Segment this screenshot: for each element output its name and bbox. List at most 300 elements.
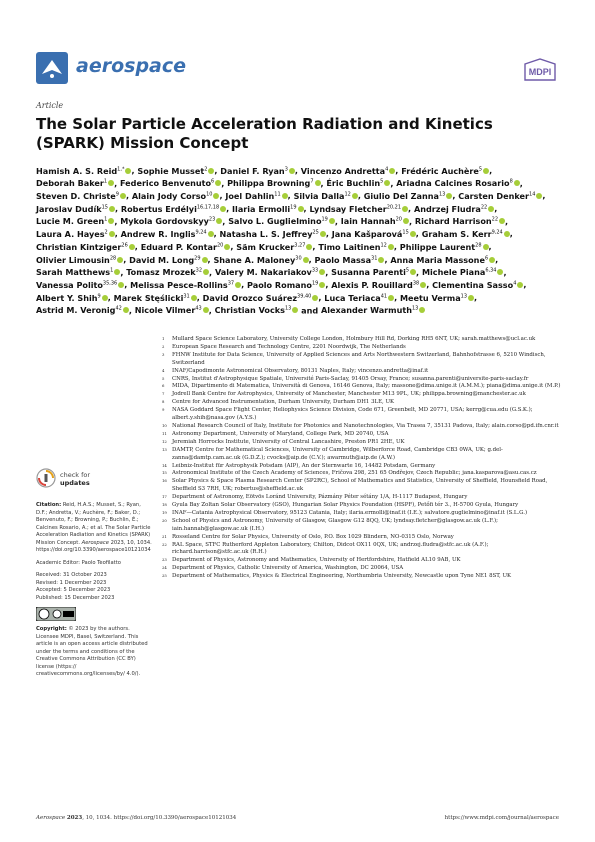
author-name xyxy=(227,178,320,188)
author-name-text: Luca Teriaca xyxy=(324,292,381,303)
author-name-text: Silvia Dalla xyxy=(293,191,345,202)
affiliation-text: Jodrell Bank Centre for Astrophysics, University of Manchester, Manchester M13 9PL, UK; philippa.browning@manchester.ac.uk xyxy=(172,391,526,398)
author-name xyxy=(309,204,408,214)
author-affiliation-number: 15 xyxy=(402,229,409,236)
author-name-text: Jana Kašparová xyxy=(331,229,403,240)
orcid-icon[interactable] xyxy=(224,244,230,250)
affiliation-number: 3 xyxy=(162,351,165,357)
author-affiliation-number: 22 xyxy=(480,204,488,211)
author-affiliation-number: 30 xyxy=(295,254,302,261)
orcid-icon[interactable] xyxy=(129,244,135,250)
affiliation-list xyxy=(162,336,562,581)
affiliation-text: RAL Space, STFC Rutherford Appleton Laboratory, Chilton, Didcot OX11 0QX, UK; andrzej.fludra@stfc.ac.uk (A.F.); richard.harrison@stfc.ac.uk (R.H.) xyxy=(172,541,489,556)
footer-journal: Aerospace xyxy=(36,815,66,821)
author-name xyxy=(321,305,425,315)
orcid-icon[interactable] xyxy=(202,257,208,263)
orcid-icon[interactable] xyxy=(191,295,197,301)
affiliation-text: Mullard Space Science Laboratory, University College London, Holmbury Hill Rd, Dorking RH5 6NT, UK; sarah.matthews@ucl.ac.uk xyxy=(172,336,536,342)
affiliation-item xyxy=(162,336,562,344)
affiliation-number: 19 xyxy=(162,509,167,515)
author-name-text: Eduard P. Kontar xyxy=(140,241,217,252)
affiliation-number: 10 xyxy=(162,422,167,428)
affiliation-item xyxy=(162,557,562,565)
author-name-text: Deborah Baker xyxy=(36,178,104,189)
affiliation-item xyxy=(162,502,562,510)
affiliation-item xyxy=(162,391,562,399)
author-affiliation-number: 3 xyxy=(284,166,288,172)
author-name xyxy=(332,229,416,239)
affiliation-number: 14 xyxy=(162,462,167,468)
author-name xyxy=(36,191,126,201)
author-name-text: Philippe Laurent xyxy=(399,241,476,252)
author-name xyxy=(294,191,358,201)
orcid-icon[interactable] xyxy=(410,269,416,275)
affiliation-number: 2 xyxy=(162,343,165,349)
affiliation-number: 1 xyxy=(162,336,165,341)
citation-details: 2023, 10, 1034. https://doi.org/10.3390/aerospace10121034 xyxy=(36,539,152,553)
orcid-icon[interactable] xyxy=(446,193,452,199)
author-name xyxy=(36,204,115,214)
article-title: The Solar Particle Acceleration Radiation and Kinetics (SPARK) Mission Concept xyxy=(36,115,493,152)
orcid-icon[interactable] xyxy=(315,180,321,186)
orcid-icon[interactable] xyxy=(389,168,395,174)
author-affiliation-number: 4 xyxy=(513,280,517,287)
journal-name: aerospace xyxy=(76,55,187,77)
affiliation-number: 6 xyxy=(162,383,165,389)
author-name xyxy=(324,293,394,303)
orcid-icon[interactable] xyxy=(108,218,114,224)
affiliation-number: 22 xyxy=(162,541,167,547)
author-affiliation-number: 14 xyxy=(529,191,536,198)
check-updates-text: check for updates xyxy=(60,471,91,487)
orcid-icon[interactable] xyxy=(312,295,318,301)
orcid-icon[interactable] xyxy=(352,193,358,199)
orcid-icon[interactable] xyxy=(215,180,221,186)
affiliation-text: FHNW Institute for Data Science, University of Applied Sciences and Arts Northwestern Switzerland, Bahnhofstrasse 6, 5210 Windisch, Switzerland xyxy=(172,351,546,366)
affiliation-item xyxy=(162,407,562,423)
affiliation-number: 9 xyxy=(162,407,165,413)
author-name-text: Federico Benvenuto xyxy=(119,178,212,189)
author-name xyxy=(203,293,319,303)
affiliation-text: Astronomical Institute of the Czech Academy of Sciences, Fričova 298, 251 65 Ondřejov, Czech Republic; jana.kasparova@asu.cas.cz xyxy=(172,470,537,477)
affiliation-item xyxy=(162,565,562,573)
orcid-icon[interactable] xyxy=(220,206,226,212)
author-name xyxy=(228,216,335,226)
author-name xyxy=(129,255,207,265)
orcid-icon[interactable] xyxy=(108,180,114,186)
orcid-icon[interactable] xyxy=(384,180,390,186)
article-type: Article xyxy=(36,101,64,110)
author-name xyxy=(458,191,542,201)
orcid-icon[interactable] xyxy=(420,282,426,288)
footer-citation xyxy=(36,815,236,821)
author-name xyxy=(135,305,209,315)
author-name-text: Graham S. Kerr xyxy=(421,229,492,240)
author-name xyxy=(213,255,308,265)
author-affiliation-number: 13 xyxy=(438,191,446,198)
author-affiliation-number: 1 xyxy=(110,267,114,274)
affiliation-text: Centre for Advanced Instrumentation, Durham University, Durham DH1 3LE, UK xyxy=(172,399,395,406)
orcid-icon[interactable] xyxy=(118,282,124,288)
author-name xyxy=(400,242,489,252)
author-name-text: Steven D. Christe xyxy=(36,191,116,202)
author-name-text: Christian Vocks xyxy=(214,305,285,316)
author-affiliation-number: 43 xyxy=(195,305,202,312)
author-name-text: Vincenzo Andretta xyxy=(300,165,386,176)
author-name-text: Christian Kintziger xyxy=(36,241,122,252)
orcid-icon[interactable] xyxy=(216,218,222,224)
author-name xyxy=(121,204,226,214)
affiliation-text: Jeremiah Horrocks Institute, University of Central Lancashire, Preston PR1 2HE, UK xyxy=(172,438,405,445)
affiliation-text: Gyula Bay Zoltan Solar Observatory (GSO), Hungarian Solar Physics Foundation (HSPF), Petőfi tér 3., H-5700 Gyula, Hungary xyxy=(172,502,519,509)
citation-text: Reid, H.A.S.; Musset, S.; Ryan, D.F.; Andretta, V.; Auchère, F.; Baker, D.; Benvenuto, F.; Browning, P.; Buchlin, É.; Calcines Rosario, A.; et al. The Solar Particle Acceleration Radiation and Kinetics (SPARK) Mission Concept. xyxy=(36,502,151,546)
author-name xyxy=(36,178,114,188)
affiliation-text: Department of Astronomy, Eötvös Loránd University, Pázmány Péter sétány 1/A, H-1117 Budapest, Hungary xyxy=(172,494,468,501)
author-name xyxy=(114,293,197,303)
orcid-icon[interactable] xyxy=(109,231,115,237)
author-name-text: Timo Laitinen xyxy=(318,241,381,252)
affiliation-text: National Research Council of Italy, Institute for Photonics and Nanotechnologies, Via Trasea 7, 35131 Padova, Italy; alain.corso@pd.ifn.cnr.it xyxy=(172,422,559,429)
footer-year: 2023 xyxy=(66,815,83,821)
orcid-icon[interactable] xyxy=(208,168,214,174)
author-affiliation-number: 5 xyxy=(405,267,410,274)
author-name-text: Susanna Parenti xyxy=(331,267,406,278)
author-name xyxy=(414,204,494,214)
check-updates-icon xyxy=(36,468,56,488)
footer-details: , 10, 1034. https://doi.org/10.3390/aerospace10121034 xyxy=(82,815,237,821)
author-name-text: Joel Dahlin xyxy=(225,191,275,202)
affiliation-item xyxy=(162,447,562,463)
orcid-icon[interactable] xyxy=(306,244,312,250)
affiliation-number: 17 xyxy=(162,494,167,500)
orcid-icon[interactable] xyxy=(123,307,129,313)
affiliation-item xyxy=(162,478,562,494)
author-name-text: Melissa Pesce-Rollins xyxy=(130,279,228,290)
orcid-icon[interactable] xyxy=(378,257,384,263)
orcid-icon[interactable] xyxy=(388,244,394,250)
author-affiliation-number: 2 xyxy=(204,166,208,172)
author-name xyxy=(36,293,108,303)
aerospace-logo-icon xyxy=(36,52,68,84)
author-affiliation-number: 33 xyxy=(311,267,319,274)
affiliation-number: 24 xyxy=(162,565,167,571)
affiliation-number: 20 xyxy=(162,517,167,523)
author-name-text: Daniel F. Ryan xyxy=(220,165,285,176)
orcid-icon[interactable] xyxy=(489,257,495,263)
author-name xyxy=(396,178,520,188)
orcid-icon[interactable] xyxy=(483,168,489,174)
author-affiliation-number: 9 xyxy=(115,191,119,198)
affiliation-number: 25 xyxy=(162,573,167,579)
orcid-icon[interactable] xyxy=(117,257,123,263)
cc-by-license-icon[interactable] xyxy=(36,607,76,621)
author-name xyxy=(215,267,325,277)
orcid-icon[interactable] xyxy=(292,307,298,313)
orcid-icon[interactable] xyxy=(536,193,542,199)
affiliation-item xyxy=(162,542,562,558)
affiliation-item xyxy=(162,352,562,368)
orcid-icon[interactable] xyxy=(499,218,505,224)
orcid-icon[interactable] xyxy=(320,231,326,237)
author-affiliation-number: 19 xyxy=(290,204,297,211)
author-affiliation-number: 35,36 xyxy=(102,280,118,287)
author-name-text: Shane A. Maloney xyxy=(213,254,296,265)
date-received: Received: 31 October 2023 xyxy=(36,572,107,578)
author-affiliation-number: 12 xyxy=(380,242,387,249)
author-name-text: Paolo Romano xyxy=(247,279,312,290)
author-name-text: Hamish A. S. Reid xyxy=(36,165,118,176)
author-name-text: Laura A. Hayes xyxy=(36,229,105,240)
author-name xyxy=(364,191,453,201)
orcid-icon[interactable] xyxy=(303,257,309,263)
author-name-text: Paolo Massa xyxy=(314,254,372,265)
author-name-text: Albert Y. Shih xyxy=(36,292,98,303)
copyright-label: Copyright: xyxy=(36,626,67,632)
author-affiliation-number: 6 xyxy=(211,178,215,185)
author-affiliation-number: 37 xyxy=(227,280,235,287)
orcid-icon[interactable] xyxy=(410,231,416,237)
author-affiliation-number: 6,34 xyxy=(485,267,497,274)
author-name-text: Natasha L. S. Jeffrey xyxy=(219,229,313,240)
affiliation-text: DAMTP, Centre for Mathematical Sciences, University of Cambridge, Wilberforce Road, Cambridge CB3 0WA, UK; g.del-zanna@damtp.cam.ac.uk (G.D.Z.); cvocks@aip.de (C.V.); awarmuth@aip.de (A.W.) xyxy=(172,446,503,461)
affiliation-number: 13 xyxy=(162,446,167,452)
author-name-text: Nicole Vilmer xyxy=(134,305,196,316)
orcid-icon[interactable] xyxy=(403,218,409,224)
author-affiliation-number: 1,* xyxy=(117,166,125,172)
orcid-icon[interactable] xyxy=(419,307,425,313)
journal-header xyxy=(36,52,559,90)
author-name xyxy=(36,280,124,290)
orcid-icon[interactable] xyxy=(483,244,489,250)
author-affiliation-number: 26 xyxy=(121,242,128,249)
affiliation-text: Department of Physics, Catholic University of America, Washington, DC 20064, USA xyxy=(172,565,404,572)
footer-journal-url[interactable]: https://www.mdpi.com/journal/aerospace xyxy=(444,815,559,821)
author-name-text: Lucie M. Green xyxy=(36,216,105,227)
author-affiliation-number: 1 xyxy=(104,216,108,223)
author-name xyxy=(415,216,505,226)
author-affiliation-number: 28 xyxy=(475,242,482,249)
affiliation-item xyxy=(162,399,562,407)
affiliation-text: Department of Physics, Astronomy and Mathematics, University of Hertfordshire, Hatfield AL10 9AB, UK xyxy=(172,557,461,564)
author-name xyxy=(225,191,287,201)
orcid-icon[interactable] xyxy=(402,206,408,212)
affiliation-text: Department of Mathematics, Physics & Electrical Engineering, Northumbria University, Newcastle upon Tyne NE1 8ST, UK xyxy=(172,573,512,580)
author-name xyxy=(36,242,135,252)
affiliation-number: 12 xyxy=(162,438,167,444)
orcid-icon[interactable] xyxy=(203,307,209,313)
author-name-text: Richard Harrison xyxy=(414,216,492,227)
citation-journal: Aerospace xyxy=(81,539,109,546)
author-affiliation-number: 20,21 xyxy=(386,204,402,211)
affiliation-text: MIDA, Dipartimento di Matematica, Università di Genova, 16146 Genova, Italy; massone@dima.unige.it (A.M.M.); piana@dima.unige.it (M.P.) xyxy=(172,383,561,390)
author-affiliation-number: 6 xyxy=(484,254,489,261)
orcid-icon[interactable] xyxy=(203,269,209,275)
affiliation-text: CNRS, Institut d'Astrophysique Spatiale, Université Paris-Saclay, 91405 Orsay, France; susanna.parenti@universite-paris-saclay.fr xyxy=(172,375,529,382)
author-name xyxy=(141,242,231,252)
author-name-text: Vanessa Polito xyxy=(36,279,103,290)
affiliation-number: 7 xyxy=(162,391,165,397)
author-name-text: Ariadna Calcines Rosario xyxy=(396,178,510,189)
author-affiliation-number: 29 xyxy=(194,254,201,261)
orcid-icon[interactable] xyxy=(208,231,214,237)
academic-editor: Academic Editor: Paolo Teofilatto xyxy=(36,559,121,566)
affiliation-number: 8 xyxy=(162,399,165,405)
affiliation-number: 18 xyxy=(162,502,167,508)
author-affiliation-number: 41 xyxy=(380,292,388,299)
author-affiliation-number: 16,17,18 xyxy=(196,204,220,211)
affiliation-number: 5 xyxy=(162,375,165,381)
author-name-text: Säm Krucker xyxy=(236,241,295,252)
author-name xyxy=(331,280,426,290)
orcid-icon[interactable] xyxy=(517,282,523,288)
author-name-text: Marek Stęślicki xyxy=(113,292,184,303)
orcid-icon[interactable] xyxy=(213,193,219,199)
author-affiliation-number: 15 xyxy=(101,204,108,211)
author-affiliation-number: 11 xyxy=(274,191,281,198)
author-name xyxy=(326,178,390,188)
mdpi-logo-icon[interactable] xyxy=(521,58,559,82)
affiliation-item xyxy=(162,431,562,439)
orcid-icon[interactable] xyxy=(114,269,120,275)
author-name-text: Iain Hannah xyxy=(340,216,396,227)
author-name-text: David Orozco Suárez xyxy=(202,292,298,303)
author-affiliation-number: 5 xyxy=(478,166,483,172)
affiliation-item xyxy=(162,368,562,376)
author-name-text: Anna Maria Massone xyxy=(390,254,485,265)
orcid-icon[interactable] xyxy=(514,180,520,186)
citation-label: Citation: xyxy=(36,502,62,508)
orcid-icon[interactable] xyxy=(468,295,474,301)
check-for-updates-badge[interactable] xyxy=(36,468,152,494)
orcid-icon[interactable] xyxy=(298,206,304,212)
author-name xyxy=(301,166,395,176)
author-affiliation-number: 20 xyxy=(216,242,224,249)
author-affiliation-number: 2 xyxy=(104,229,108,236)
author-name-text: Carsten Denker xyxy=(458,191,530,202)
author-name xyxy=(432,280,523,290)
author-name xyxy=(215,305,299,315)
affiliation-text: INAF/Capodimonte Astronomical Observatory, 80131 Naples, Italy; vincenzo.andretta@inaf.it xyxy=(172,367,429,374)
author-name xyxy=(422,267,504,277)
author-name-text: Frédéric Auchère xyxy=(401,165,479,176)
orcid-icon[interactable] xyxy=(497,269,503,275)
author-affiliation-number: 19 xyxy=(321,216,328,223)
affiliation-number: 16 xyxy=(162,478,167,484)
author-name xyxy=(219,229,325,239)
orcid-icon[interactable] xyxy=(388,295,394,301)
author-name-text: David M. Long xyxy=(129,254,195,265)
author-name-text: Meetu Verma xyxy=(399,292,461,303)
affiliation-item xyxy=(162,534,562,542)
author-name-text: Tomasz Mrozek xyxy=(126,267,196,278)
orcid-icon[interactable] xyxy=(319,282,325,288)
date-revised: Revised: 1 December 2023 xyxy=(36,579,107,586)
author-affiliation-number: 8 xyxy=(509,178,513,185)
orcid-icon[interactable] xyxy=(102,295,108,301)
author-list: Hamish A. S. Reid$^{1,*}$ , Sophie Musset$^2$ , Daniel F. Ryan$^3$ , Vincenzo Andretta$^4$ , Frédéric Auchère$^5$ , Deborah Baker$^1$ , Federico Benvenuto$^6$ , Philippa Browning$^7$ , Éric Buchlin$^5$ , Ariadna Calcines Rosario$^8$ , Steven D. Christe$^9$ , Alain Jody Corso$^{10}$ , Joel Dahlin$^{11}$ , Silvia Dalla$^{12}$ , Giulio Del Zanna$^{13}$ , Carsten Denker$^{14}$ , Jaroslav Dudík$^{15}$ , Robertus Erdélyi$^{16,17,18}$ , Ilaria Ermolli$^{19}$ , Lyndsay Fletcher$^{20,21}$ , Andrzej Fludra$^{22}$ , Lucie M. Green$^1$ , Mykola Gordovskyy$^{23}$ , Salvo L. Guglielmino$^{19}$ , Iain Hannah$^{20}$ , Richard Harrison$^{22}$ , Laura A. Hayes$^2$ , Andrew R. Inglis$^{9,24}$ , Natasha L. S. Jeffrey$^{25}$ , Jana Kašparová$^{15}$ , Graham S. Kerr$^{9,24}$ , Christian Kintziger$^{26}$ , Eduard P. Kontar$^{20}$ , Säm Krucker$^{3,27}$ , Timo Laitinen$^{12}$ , Philippe Laurent$^{28}$ , Olivier Limousin$^{28}$ , David M. Long$^{29}$ , Shane A. Maloney$^{30}$ , Paolo Massa$^{31}$ , Anna Maria Massone$^6$ , Sarah Matthews$^1$ , Tomasz Mrozek$^{32}$ , Valery M. Nakariakov$^{33}$ , Susanna Parenti$^5$ , Michele Piana$^{6,34}$ , Vanessa Polito$^{35,36}$ , Melissa Pesce-Rollins$^{37}$ , Paolo Romano$^{19}$ , Alexis P. Rouillard$^{38}$ , Clementina Sasso$^4$ , Albert Y. Shih$^9$ , Marek Stęślicki$^{31}$ , David Orozco Suárez$^{39,40}$ , Luca Teriaca$^{41}$ , Meetu Verma$^{13}$ , Astrid M. Veronig$^{42}$ , Nicole Vilmer$^{43}$ , Christian Vocks$^{13}$ and Alexander Warmuth$^{13}$ xyxy=(36,165,546,316)
author-affiliation-number: 3,27 xyxy=(294,242,306,249)
article-sidebar xyxy=(36,468,152,684)
affiliation-text: Astronomy Department, University of Maryland, College Park, MD 20740, USA xyxy=(172,430,389,437)
date-published: Published: 15 December 2023 xyxy=(36,594,115,601)
author-affiliation-number: 38 xyxy=(412,280,420,287)
author-affiliation-number: 25 xyxy=(312,229,319,236)
affiliation-item xyxy=(162,494,562,502)
affiliation-text: Solar Physics & Space Plasma Research Center (SP2RC), School of Mathematics and Statistics, University of Sheffield, Hounsfield Road, Sheffield S3 7RH, UK; robertus@sheffield.ac.uk xyxy=(172,478,548,493)
affiliation-number: 23 xyxy=(162,557,167,563)
orcid-icon[interactable] xyxy=(120,193,126,199)
author-affiliation-number: 5 xyxy=(380,178,384,185)
author-affiliation-number: 31 xyxy=(371,254,378,261)
author-name xyxy=(126,267,209,277)
orcid-icon[interactable] xyxy=(289,168,295,174)
orcid-icon[interactable] xyxy=(282,193,288,199)
orcid-icon[interactable] xyxy=(488,206,494,212)
citation-block xyxy=(36,502,152,555)
orcid-icon[interactable] xyxy=(319,269,325,275)
author-name-text: Philippa Browning xyxy=(227,178,311,189)
author-name-text: Clementina Sasso xyxy=(432,279,514,290)
affiliation-text: Leibniz-Institut für Astrophysik Potsdam (AIP), An der Sternwarte 16, 14482 Potsdam, Germany xyxy=(172,462,436,469)
author-name-text: Sarah Matthews xyxy=(36,267,111,278)
author-affiliation-number: 9,24 xyxy=(195,229,207,236)
author-name-text: Sophie Musset xyxy=(137,165,205,176)
author-name xyxy=(232,204,304,214)
author-name-text: Alain Jody Corso xyxy=(131,191,207,202)
author-affiliation-number: 28 xyxy=(109,254,117,261)
article-dates xyxy=(36,572,152,602)
author-affiliation-number: 4 xyxy=(385,166,389,172)
author-affiliation-number: 13 xyxy=(460,292,468,299)
affiliation-text: INAF—Catania Astrophysical Observatory, 95123 Catania, Italy; ilaria.ermolli@inaf.it (I.E.); salvatore.guglielmino@inaf.it (S.L.G.) xyxy=(172,509,528,516)
orcid-icon[interactable] xyxy=(125,168,131,174)
author-name xyxy=(390,255,495,265)
affiliation-text: Rosseland Centre for Solar Physics, University of Oslo, P.O. Box 1029 Blindern, NO-0315 Oslo, Norway xyxy=(172,533,454,540)
affiliation-text: NASA Goddard Space Flight Center, Heliophysics Science Division, Code 671, Greenbelt, MD 20771, USA; kerrg@cua.edu (G.S.K.); albert.y.shih@nasa.gov (A.Y.S.) xyxy=(172,407,533,422)
orcid-icon[interactable] xyxy=(235,282,241,288)
author-name-text: Astrid M. Veronig xyxy=(36,305,116,316)
affiliation-item xyxy=(162,439,562,447)
author-name-text: Jaroslav Dudík xyxy=(36,203,102,214)
author-affiliation-number: 19 xyxy=(311,280,319,287)
affiliation-item xyxy=(162,344,562,352)
affiliation-number: 4 xyxy=(162,367,165,373)
author-affiliation-number: 13 xyxy=(284,305,292,312)
author-name xyxy=(36,305,129,315)
author-affiliation-number: 23 xyxy=(208,216,216,223)
orcid-icon[interactable] xyxy=(109,206,115,212)
author-name-text: Éric Buchlin xyxy=(326,178,381,189)
copyright-text: © 2023 by the authors. Licensee MDPI, Basel, Switzerland. This article is an open access article distributed under the terms and conditions of the Creative Commons Attribution (CC BY) license (https:// creativecommons.org/licenses/by/ 4.0/). xyxy=(36,626,148,677)
orcid-icon[interactable] xyxy=(329,218,335,224)
author-name xyxy=(318,242,394,252)
affiliation-item xyxy=(162,573,562,581)
author-name-text: Alexander Warmuth xyxy=(321,305,412,316)
author-name xyxy=(36,229,115,239)
affiliation-item xyxy=(162,518,562,534)
author-name-text: Alexis P. Rouillard xyxy=(331,279,413,290)
orcid-icon[interactable] xyxy=(504,231,510,237)
author-name xyxy=(130,280,241,290)
author-name xyxy=(132,191,220,201)
date-accepted: Accepted: 5 December 2023 xyxy=(36,587,111,593)
affiliation-text: School of Physics and Astronomy, University of Glasgow, Glasgow G12 8QQ, UK; lyndsay.fletcher@glasgow.ac.uk (L.F.); iain.hannah@glasgow.ac.uk (I.H.) xyxy=(172,517,498,532)
author-name-text: Andrzej Fludra xyxy=(413,203,481,214)
author-affiliation-number: 9 xyxy=(97,292,101,299)
author-name xyxy=(422,229,510,239)
author-name xyxy=(121,229,214,239)
affiliation-text: European Space Research and Technology Centre, 2201 Noordwijk, The Netherlands xyxy=(172,343,406,350)
